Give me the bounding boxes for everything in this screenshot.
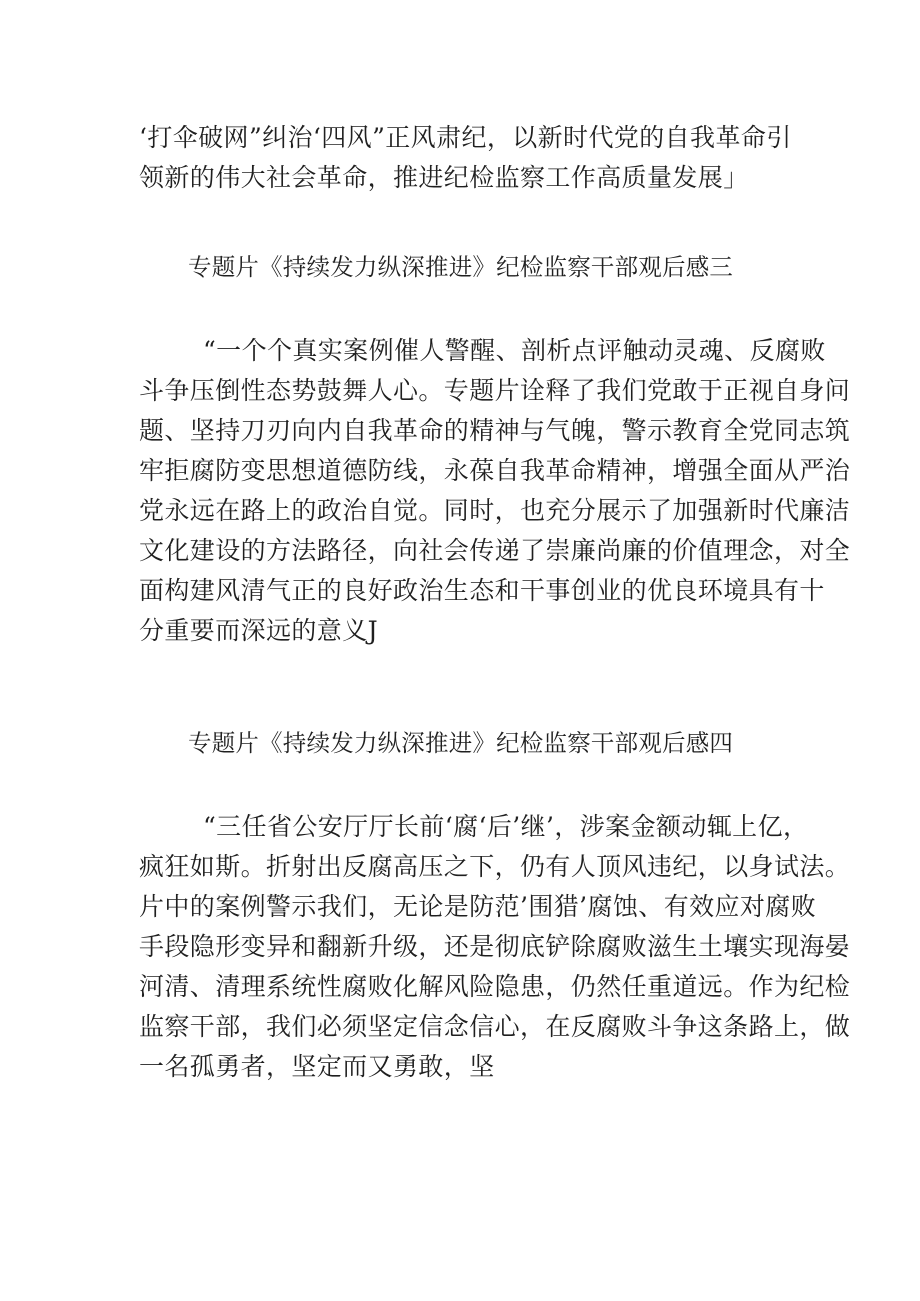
paragraph-1-line-2: 领新的伟大社会革命，推进纪检监察工作高质量发展」 xyxy=(139,163,749,192)
paragraph-4-line-3: 片中的案例警示我们，无论是防范’围猎’腐蚀、有效应对腐败 xyxy=(139,892,817,921)
paragraph-4-line-6: 监察干部，我们必须坚定信念信心，在反腐败斗争这条路上，做 xyxy=(139,1012,851,1041)
paragraph-4-line-7: 一名孤勇者，坚定而又勇敢，坚 xyxy=(139,1052,495,1081)
section-heading-4: 专题片《持续发力纵深推进》纪检监察干部观后感四 xyxy=(188,729,734,757)
paragraph-3-line-7: 面构建风清气正的良好政治生态和干事创业的优良环境具有十 xyxy=(139,576,825,605)
paragraph-3-line-8: 分重要而深远的意义J xyxy=(139,616,379,645)
paragraph-3-line-5: 党永远在路上的政治自觉。同时，也充分展示了加强新时代廉洁 xyxy=(139,496,851,525)
section-heading-3: 专题片《持续发力纵深推进》纪检监察干部观后感三 xyxy=(188,253,734,281)
paragraph-3-line-4: 牢拒腐防变思想道德防线，永葆自我革命精神，增强全面从严治 xyxy=(139,456,851,485)
paragraph-4 xyxy=(139,807,851,1087)
paragraph-1-line-1: ‘打伞破网”纠治‘四风”正风肃纪，以新时代党的自我革命引 xyxy=(139,123,792,152)
paragraph-1 xyxy=(139,118,792,198)
paragraph-4-line-5: 河清、清理系统性腐败化解风险隐患，仍然任重道远。作为纪检 xyxy=(139,972,851,1001)
paragraph-3 xyxy=(139,331,851,651)
paragraph-4-line-4: 手段隐形变异和翻新升级，还是彻底铲除腐败滋生土壤实现海晏 xyxy=(139,932,851,961)
paragraph-3-line-6: 文化建设的方法路径，向社会传递了崇廉尚廉的价值理念，对全 xyxy=(139,536,851,565)
paragraph-4-line-2: 疯狂如斯。折射出反腐高压之下，仍有人顶风违纪，以身试法。 xyxy=(139,852,851,881)
paragraph-3-line-2: 斗争压倒性态势鼓舞人心。专题片诠释了我们党敢于正视自身问 xyxy=(139,376,851,405)
paragraph-3-line-1: “一个个真实案例催人警醒、剖析点评触动灵魂、反腐败 xyxy=(203,336,826,365)
paragraph-3-line-3: 题、坚持刀刃向内自我革命的精神与气魄，警示教育全党同志筑 xyxy=(139,416,851,445)
paragraph-4-line-1: “三任省公安厅厅长前‘腐‘后’继’，涉案金额动辄上亿， xyxy=(203,812,809,841)
